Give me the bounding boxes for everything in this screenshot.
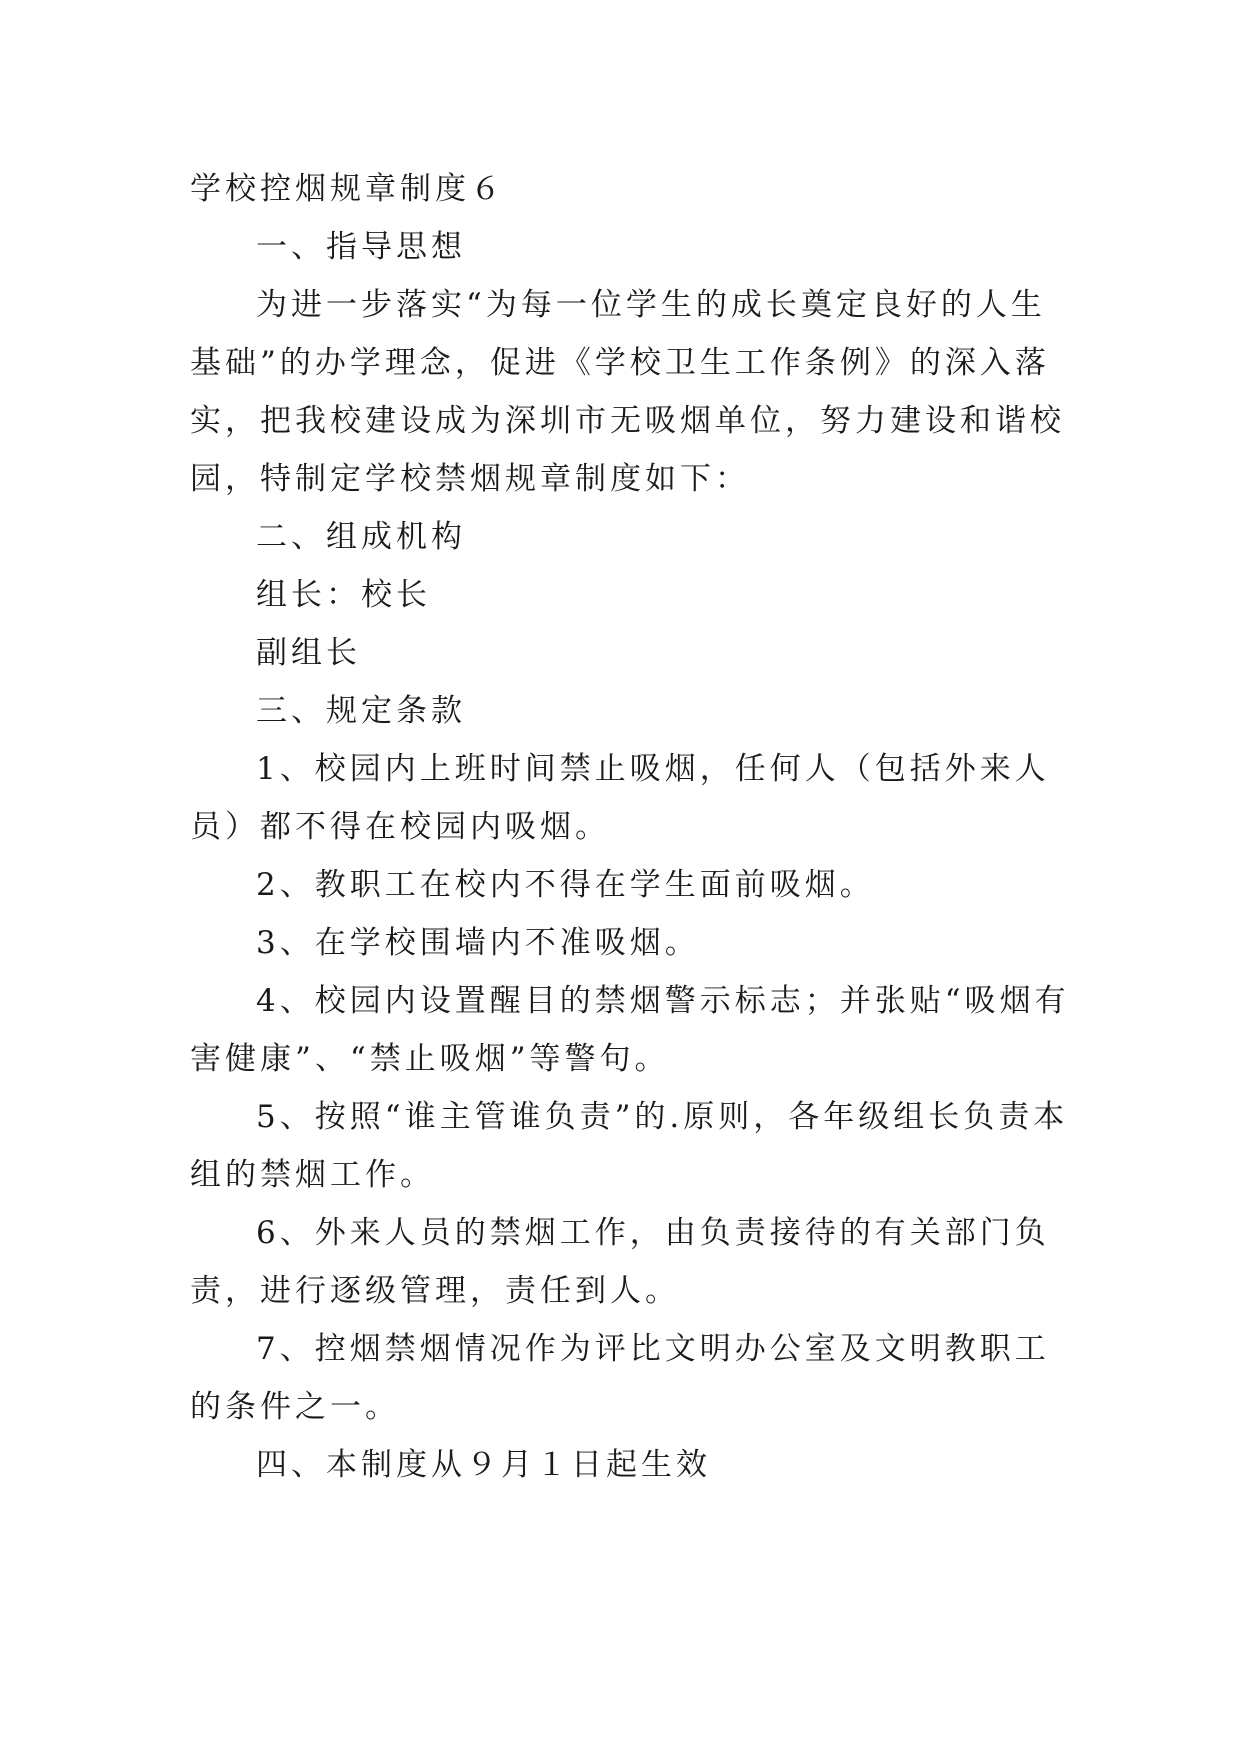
section-heading-guiding-ideology: 一、指导思想 bbox=[256, 229, 466, 265]
regulation-item-5: 5、按照“谁主管谁负责”的.原则，各年级组长负责本组的禁烟工作。 bbox=[190, 1099, 1069, 1193]
section-heading-effective-date: 四、本制度从９月１日起生效 bbox=[256, 1447, 711, 1483]
section-heading-organization: 二、组成机构 bbox=[256, 519, 466, 555]
regulation-item-7: 7、控烟禁烟情况作为评比文明办公室及文明教职工的条件之一。 bbox=[190, 1331, 1050, 1425]
regulation-item-3: 3、在学校围墙内不准吸烟。 bbox=[256, 925, 700, 961]
organization-deputy-leader: 副组长 bbox=[256, 635, 361, 671]
regulation-item-4: 4、校园内设置醒目的禁烟警示标志；并张贴“吸烟有害健康”、“禁止吸烟”等警句。 bbox=[190, 983, 1070, 1077]
regulation-item-6: 6、外来人员的禁烟工作，由负责接待的有关部门负责，进行逐级管理，责任到人。 bbox=[190, 1215, 1050, 1309]
section-heading-regulations: 三、规定条款 bbox=[256, 693, 466, 729]
paragraph-purpose: 为进一步落实“为每一位学生的成长奠定良好的人生基础”的办学理念，促进《学校卫生工作条例》的深入落实，把我校建设成为深圳市无吸烟单位，努力建设和谐校园，特制定学校禁烟规章制度如下： bbox=[190, 287, 1065, 497]
organization-leader: 组长：校长 bbox=[256, 577, 431, 613]
document-body bbox=[190, 160, 1070, 1494]
document-title: 学校控烟规章制度６ bbox=[190, 171, 505, 207]
regulation-item-1: 1、校园内上班时间禁止吸烟，任何人（包括外来人员）都不得在校园内吸烟。 bbox=[190, 751, 1050, 845]
regulation-item-2: 2、教职工在校内不得在学生面前吸烟。 bbox=[256, 867, 875, 903]
